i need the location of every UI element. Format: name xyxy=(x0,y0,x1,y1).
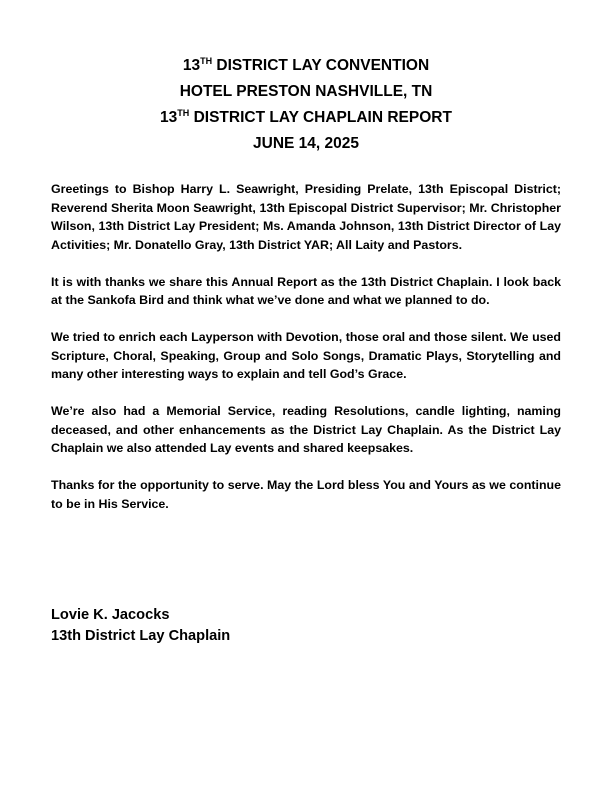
paragraph-annual-report: It is with thanks we share this Annual Report as the 13th District Chaplain. I look back at the Sankofa Bird and think what we’ve done and what we planned to do. xyxy=(51,274,561,307)
report-body xyxy=(51,180,561,532)
header-date: JUNE 14, 2025 xyxy=(253,135,359,152)
paragraph-thanks: Thanks for the opportunity to serve. May the Lord bless You and Yours as we continue to be in His Service. xyxy=(51,478,561,511)
signer-title: 13th District Lay Chaplain xyxy=(51,628,231,644)
header-venue: HOTEL PRESTON NASHVILLE, TN xyxy=(179,83,433,100)
header-report-title: 13TH DISTRICT LAY CHAPLAIN REPORT xyxy=(160,108,452,126)
paragraph-greetings: Greetings to Bishop Harry L. Seawright, Presiding Prelate, 13th Episcopal District; Reverend Sherita Moon Seawright, 13th Episcopal District Supervisor; Mr. Christopher Wilson, 13th District Lay President; Ms. Amanda Johnson, 13th District Director of Lay Activities; Mr. Donatello Gray, 13th District YAR; All Laity and Pastors. xyxy=(51,182,561,252)
ordinal-suffix: TH xyxy=(177,108,190,118)
signer-name: Lovie K. Jacocks xyxy=(51,607,170,623)
document-header xyxy=(0,53,612,157)
paragraph-devotion: We tried to enrich each Layperson with Devotion, those oral and those silent. We used Scripture, Choral, Speaking, Group and Solo Songs, Dramatic Plays, Storytelling and many other interesting ways to explain and tell God’s Grace. xyxy=(51,330,561,381)
paragraph-memorial: We’re also had a Memorial Service, reading Resolutions, candle lighting, naming deceased, and other enhancements as the District Lay Chaplain. As the District Lay Chaplain we also attended Lay events and shared keepsakes. xyxy=(51,404,561,455)
ordinal-suffix: TH xyxy=(200,56,213,66)
header-convention-title: 13TH DISTRICT LAY CONVENTION xyxy=(182,56,430,74)
signature-block xyxy=(51,605,230,647)
